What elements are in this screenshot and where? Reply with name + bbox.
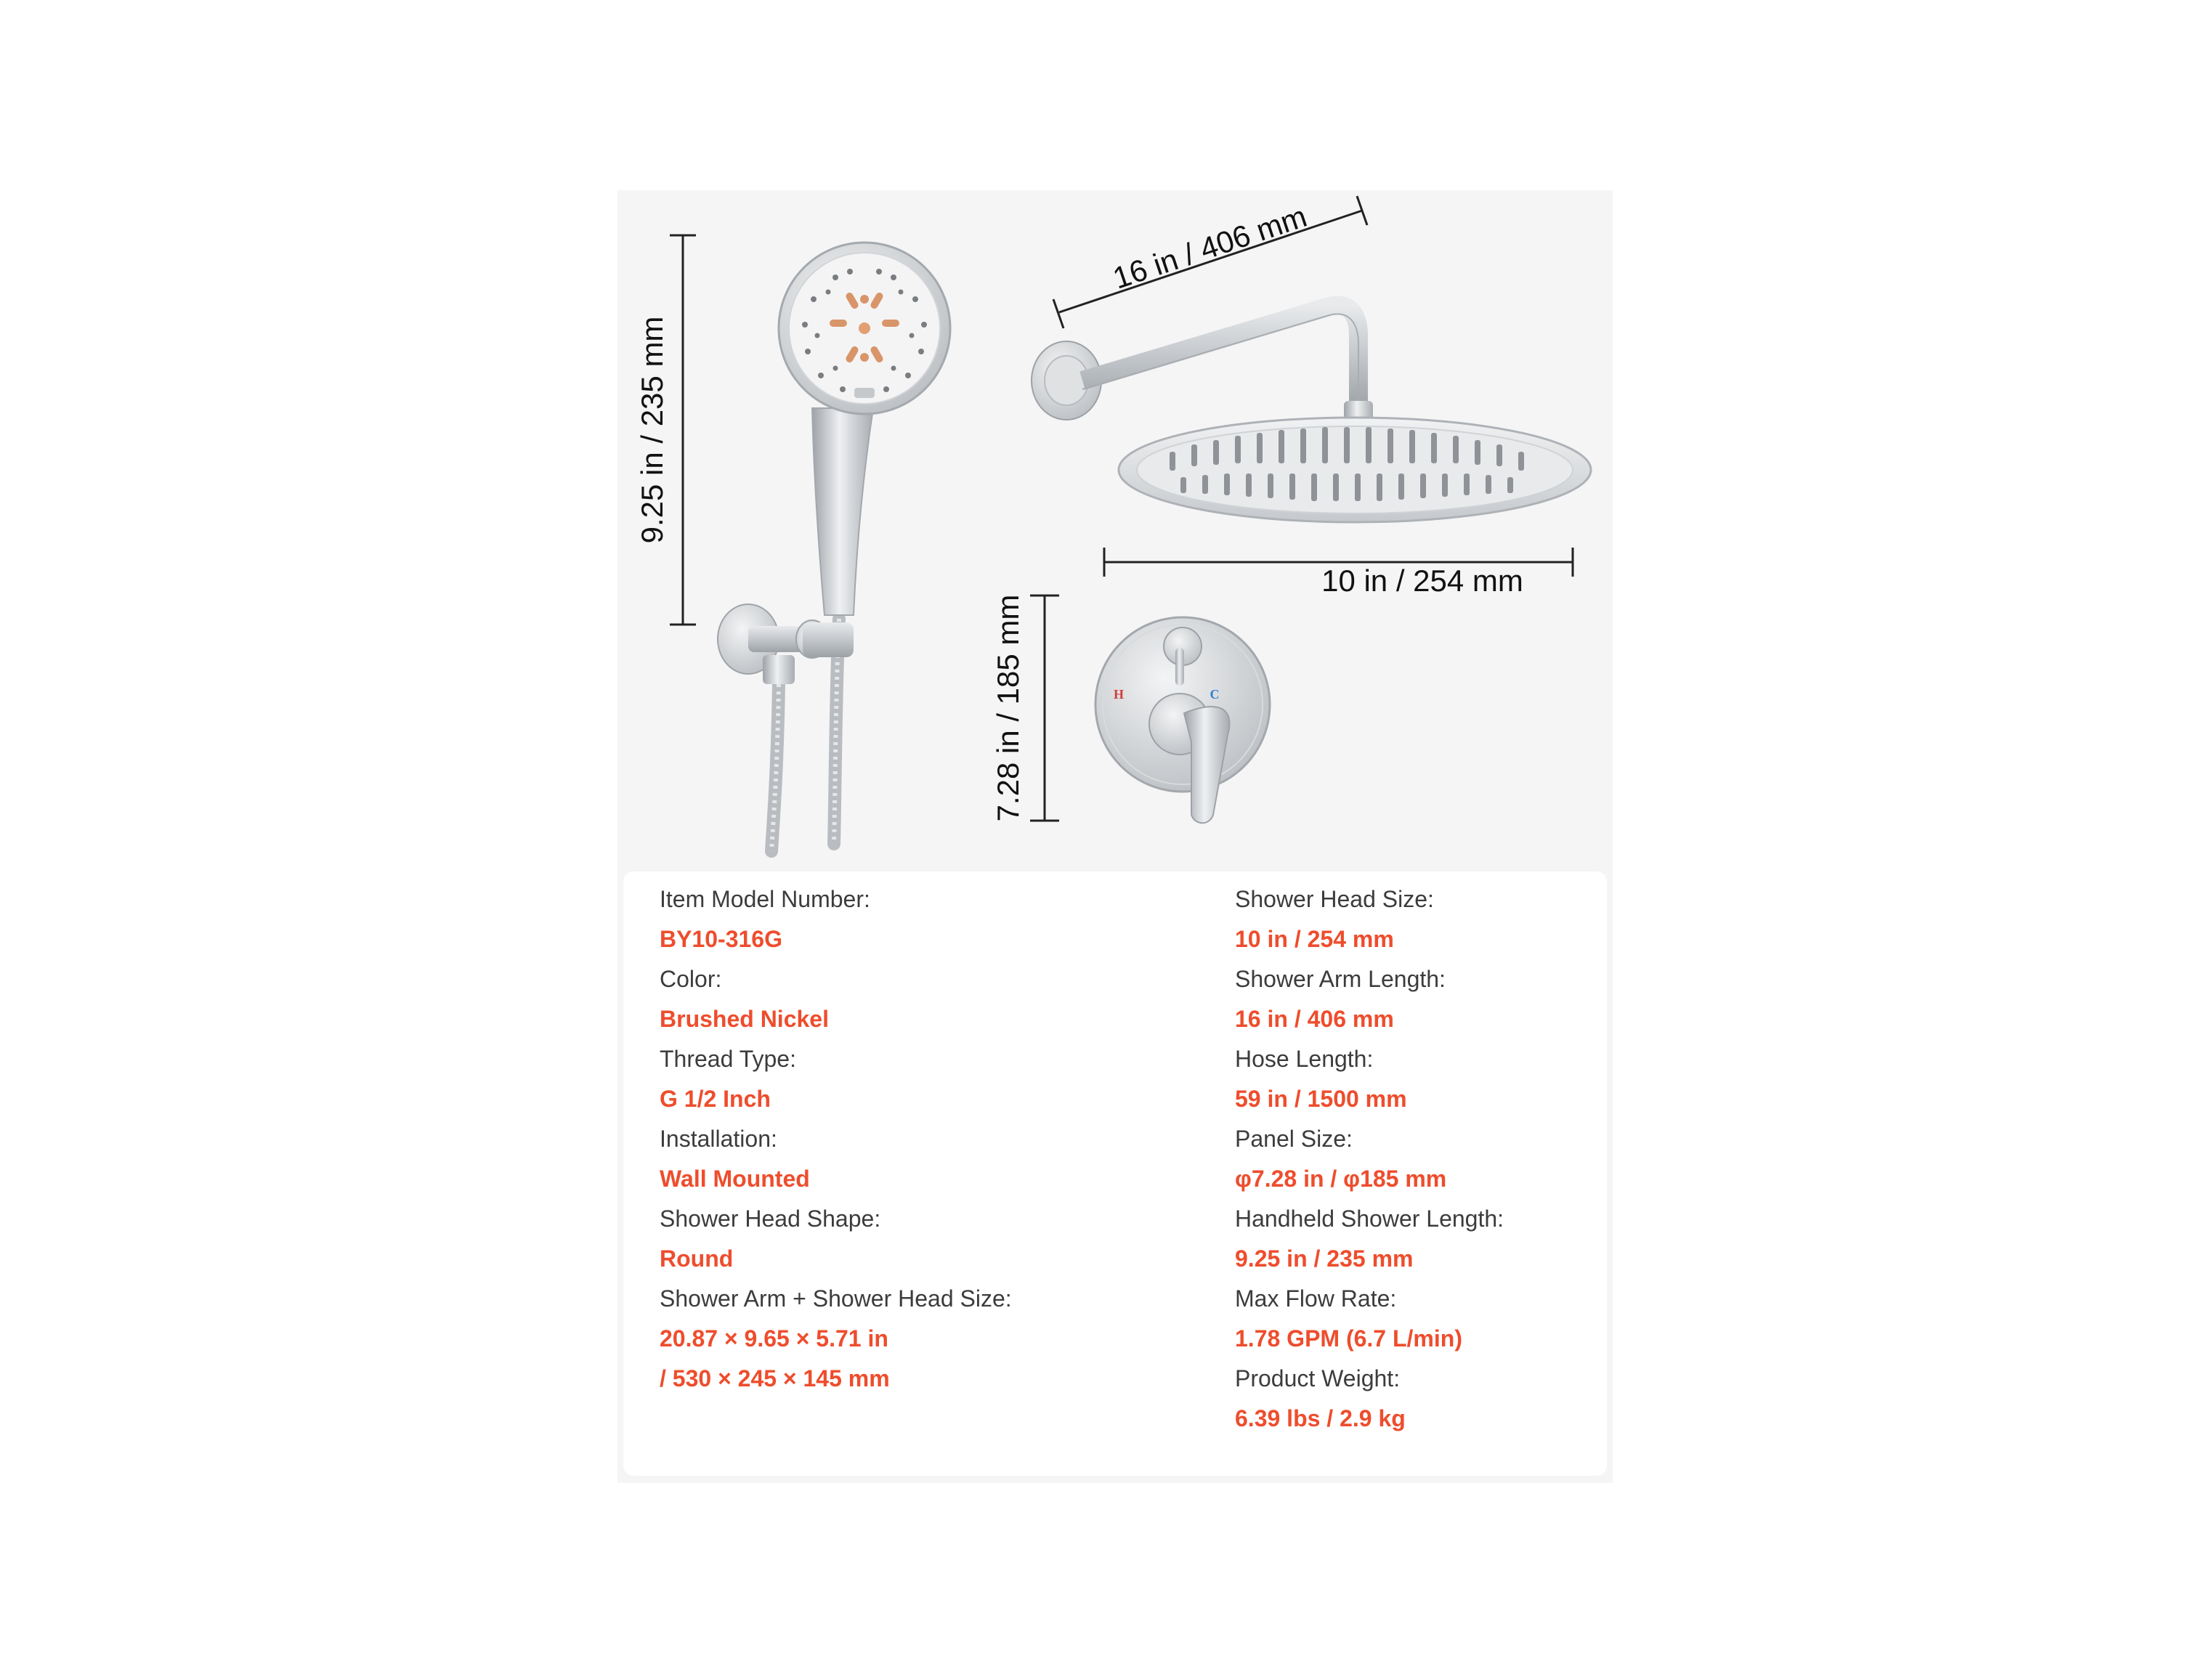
spec-value-flow-rate: 1.78 GPM (6.7 L/min) xyxy=(1235,1325,1462,1352)
shower-arm xyxy=(1032,305,1373,426)
spec-value-model: BY10-316G xyxy=(660,926,782,952)
panel-cold-mark: C xyxy=(1210,687,1220,702)
spec-value-thread: G 1/2 Inch xyxy=(660,1086,771,1112)
spec-label-model: Item Model Number: xyxy=(660,886,870,912)
spec-label-weight: Product Weight: xyxy=(1235,1365,1401,1391)
spec-label-arm-head-size: Shower Arm + Shower Head Size: xyxy=(660,1285,1012,1312)
handheld-shower xyxy=(718,243,950,851)
product-card xyxy=(617,190,1613,1483)
spec-label-thread: Thread Type: xyxy=(660,1046,796,1072)
spec-value-weight: 6.39 lbs / 2.9 kg xyxy=(1235,1405,1406,1431)
specs-table xyxy=(623,871,1607,1476)
head-width-label: 10 in / 254 mm xyxy=(1321,564,1523,598)
spec-value-installation: Wall Mounted xyxy=(660,1166,810,1192)
panel-height-label: 7.28 in / 185 mm xyxy=(991,594,1025,822)
arm-length-label: 16 in / 406 mm xyxy=(1109,198,1311,296)
handheld-height-dimension xyxy=(670,235,696,625)
handheld-height-label: 9.25 in / 235 mm xyxy=(635,316,669,544)
panel-hot-mark: H xyxy=(1113,687,1125,702)
spec-value-head-shape: Round xyxy=(660,1245,734,1272)
spec-label-panel-size: Panel Size: xyxy=(1235,1126,1353,1152)
spec-label-color: Color: xyxy=(660,966,722,992)
spec-value-head-size: 10 in / 254 mm xyxy=(1235,926,1394,952)
spec-value-color: Brushed Nickel xyxy=(660,1006,829,1032)
spec-label-installation: Installation: xyxy=(660,1126,777,1152)
spec-label-arm-length: Shower Arm Length: xyxy=(1235,966,1446,992)
spec-value-handheld-length: 9.25 in / 235 mm xyxy=(1235,1245,1414,1272)
product-illustration xyxy=(617,190,1613,873)
spec-label-handheld-length: Handheld Shower Length: xyxy=(1235,1206,1504,1232)
spec-label-head-shape: Shower Head Shape: xyxy=(660,1206,881,1232)
spec-value-arm-length: 16 in / 406 mm xyxy=(1235,1006,1394,1032)
spec-label-head-size: Shower Head Size: xyxy=(1235,886,1434,912)
spec-value-arm-head-size: 20.87 × 9.65 × 5.71 in xyxy=(660,1325,888,1352)
spec-value-hose-length: 59 in / 1500 mm xyxy=(1235,1086,1407,1112)
spec-value-arm-head-size-metric: / 530 × 245 × 145 mm xyxy=(660,1365,890,1391)
valve-panel xyxy=(1095,617,1270,823)
rain-shower-head xyxy=(1119,418,1591,522)
spec-value-panel-size: φ7.28 in / φ185 mm xyxy=(1235,1166,1447,1192)
spec-label-flow-rate: Max Flow Rate: xyxy=(1235,1285,1397,1312)
spec-label-hose-length: Hose Length: xyxy=(1235,1046,1374,1072)
panel-height-dimension xyxy=(1030,596,1059,821)
